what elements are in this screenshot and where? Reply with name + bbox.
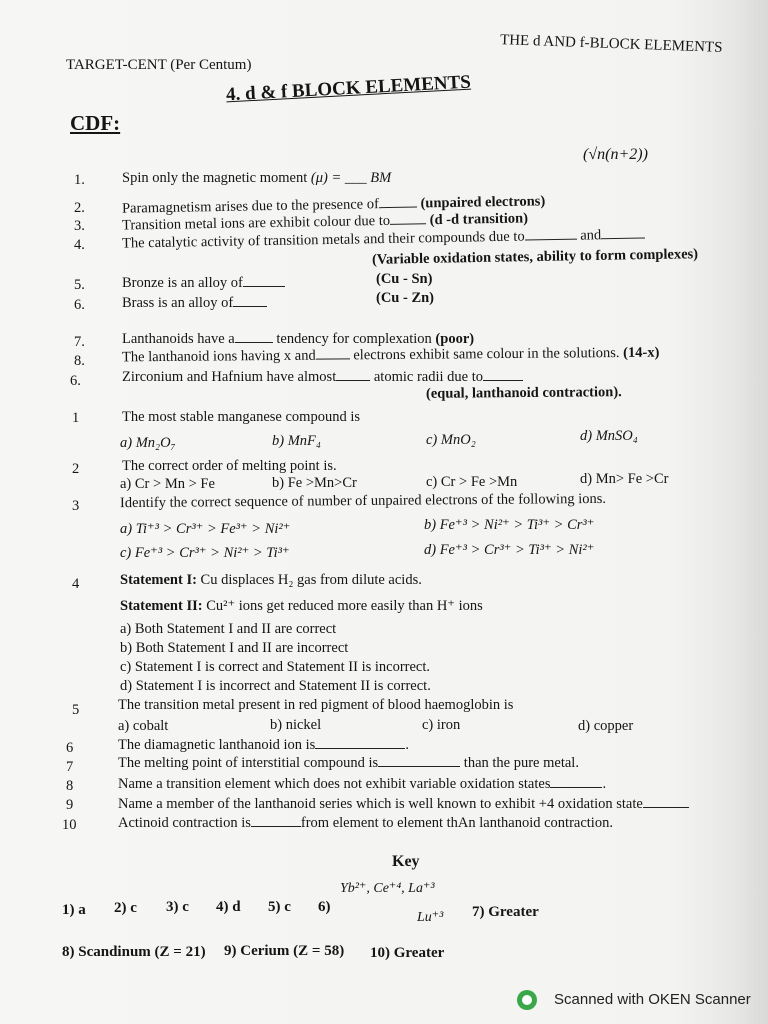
cdf-number: 4. [74, 237, 85, 253]
option: b) Fe⁺³ > Ni²⁺ > Ti³⁺ > Cr³⁺ [424, 517, 595, 533]
series-title: TARGET-CENT (Per Centum) [66, 57, 252, 73]
option: a) Mn₂O₇ [120, 435, 176, 451]
key-answer: 9) Cerium (Z = 58) [224, 943, 345, 959]
cdf-number: 2. [74, 200, 85, 216]
option: a) Ti⁺³ > Cr³⁺ > Fe³⁺ > Ni²⁺ [120, 521, 291, 537]
question-number: 3 [72, 498, 80, 514]
option: a) Both Statement I and II are correct [120, 621, 337, 637]
statement-2: Statement II: Cu²⁺ ions get reduced more easily than H⁺ ions [120, 598, 483, 614]
cdf-number: 6. [74, 297, 85, 313]
question-number: 6 [66, 740, 74, 756]
cdf-question: Transition metal ions are exhibit colour due to (d -d transition) [121, 210, 529, 234]
cdf-answer: (equal, lanthanoid contraction). [425, 384, 622, 402]
question-text: Name a member of the lanthanoid series which is well known to exhibit +4 oxidation state [118, 796, 689, 813]
question-number: 7 [66, 759, 74, 775]
cdf-question: The lanthanoid ions having x and electrons exhibit same colour in the solutions. (14-x) [121, 344, 660, 366]
question-number: 4 [72, 576, 80, 592]
statement-1: Statement I: Cu displaces H₂ gas from dilute acids. [120, 572, 422, 588]
question-number: 1 [72, 410, 80, 426]
key-answer: 4) d [216, 899, 241, 915]
key-answer-6-ions: Yb²⁺, Ce⁺⁴, La⁺³ [340, 881, 435, 896]
cdf-answer: (Cu - Zn) [376, 290, 435, 306]
cdf-answer: (Cu - Sn) [376, 271, 433, 287]
cdf-question: Lanthanoids have a tendency for complexation (poor) [122, 331, 475, 347]
cdf-question: Bronze is an alloy of [122, 275, 285, 292]
cdf-number: 1. [74, 172, 85, 188]
option: d) MnSO₄ [580, 428, 638, 444]
cdf-question: Spin only the magnetic moment (μ) = ___ BM [122, 170, 392, 186]
question-text: The correct order of melting point is. [122, 458, 337, 474]
key-title: Key [392, 853, 420, 870]
option: d) Statement I is incorrect and Statement II is correct. [120, 678, 431, 694]
cdf-answer: (√n(n+2)) [583, 146, 648, 163]
scanner-logo-icon [517, 990, 537, 1010]
key-answer: 7) Greater [472, 904, 539, 920]
option: b) MnF₄ [272, 433, 321, 449]
question-number: 2 [72, 461, 80, 477]
cdf-question: Brass is an alloy of [122, 295, 267, 312]
question-text: Actinoid contraction is from element to element thAn lanthanoid contraction. [118, 815, 613, 831]
cdf-number: 5. [74, 277, 85, 293]
option: c) Cr > Fe >Mn [426, 474, 518, 490]
cdf-question: Zirconium and Hafnium have almost atomic radii due to [122, 369, 523, 386]
cdf-number: 7. [74, 334, 85, 350]
key-answer: 1) a [62, 902, 86, 918]
key-answer-6-ions: Lu⁺³ [417, 910, 444, 925]
option: a) cobalt [118, 718, 169, 734]
key-answer: 3) c [166, 899, 189, 915]
key-answer: 10) Greater [370, 945, 445, 961]
question-text: Name a transition element which does not exhibit variable oxidation states . [118, 776, 607, 792]
section-heading: CDF: [70, 111, 121, 135]
question-text: The most stable manganese compound is [122, 409, 360, 425]
key-answer: 6) [318, 899, 331, 915]
cdf-question: Paramagnetism arises due to the presence of (unpaired electrons) [121, 193, 546, 217]
question-text: The transition metal present in red pigment of blood haemoglobin is [118, 697, 514, 713]
option: c) Statement I is correct and Statement II is incorrect. [120, 659, 431, 675]
question-number: 8 [66, 778, 74, 794]
option: d) copper [578, 718, 634, 734]
option: b) Fe >Mn>Cr [272, 475, 357, 491]
question-text: The melting point of interstitial compound is than the pure metal. [118, 755, 579, 771]
question-text: Identify the correct sequence of number of unpaired electrons of the following ions. [119, 490, 607, 512]
scanner-watermark: Scanned with OKEN Scanner [554, 991, 751, 1008]
page-title: 4. d & f BLOCK ELEMENTS [225, 71, 472, 106]
question-number: 10 [62, 817, 77, 833]
cdf-answer: (Variable oxidation states, ability to form complexes) [371, 246, 699, 268]
question-number: 5 [72, 702, 80, 718]
key-answer: 2) c [114, 900, 137, 916]
option: d) Mn> Fe >Cr [580, 471, 669, 487]
cdf-number: 3. [74, 218, 85, 234]
option: d) Fe⁺³ > Cr³⁺ > Ti³⁺ > Ni²⁺ [424, 542, 595, 558]
option: a) Cr > Mn > Fe [120, 476, 215, 492]
option: c) MnO₂ [426, 432, 476, 448]
key-answer: 5) c [268, 899, 291, 915]
key-answer: 8) Scandinum (Z = 21) [62, 944, 206, 960]
cdf-number: 6. [70, 373, 81, 389]
option: b) Both Statement I and II are incorrect [120, 640, 349, 656]
cdf-number: 8. [74, 353, 85, 369]
question-number: 9 [66, 797, 74, 813]
question-text: The diamagnetic lanthanoid ion is . [118, 737, 409, 753]
option: c) Fe⁺³ > Cr³⁺ > Ni²⁺ > Ti³⁺ [120, 545, 290, 561]
option: c) iron [422, 717, 461, 733]
chapter-running-title: THE d AND f-BLOCK ELEMENTS [499, 32, 723, 56]
cdf-question: The catalytic activity of transition metals and their compounds due to and [122, 226, 645, 252]
option: b) nickel [270, 717, 322, 733]
